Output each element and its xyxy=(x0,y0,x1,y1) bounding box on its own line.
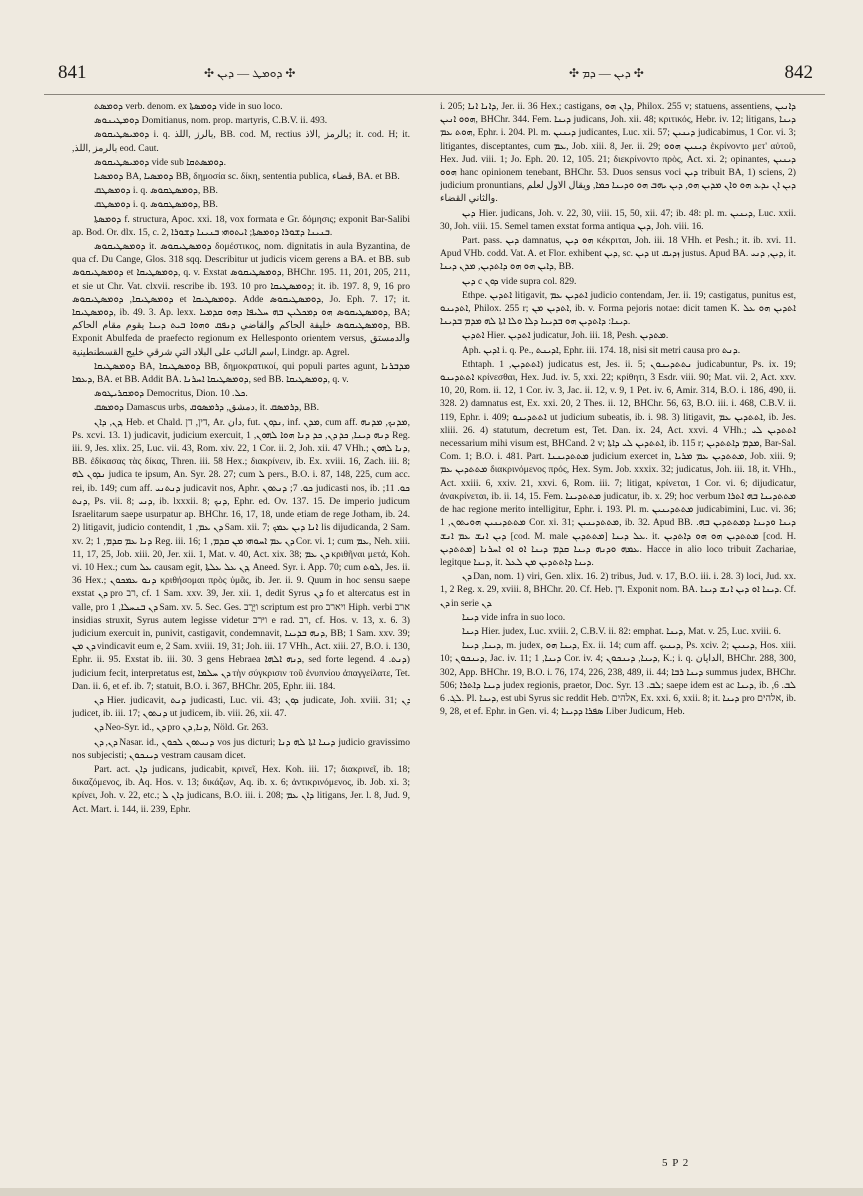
dictionary-entry: ܕܘܡܣܛܝܩܐ BA, ܕܘܡܣܛܝܩܐ BB, δημοκρατικοί, qui populi partes agunt, ܡܕܒܪܢܐ ܕܥܡܐ, BA. et BB. Addit BA. ܕܘܡܣܛܝܩܐ ܐܚܪܢܐ, sed BB. ܕܘܡܣܛܝܩܐ, q. v. xyxy=(72,360,410,386)
dictionary-entry: ܕܘܡܩܪܝܛܘܣ Democritus, Dion. ܟܠ. 10. xyxy=(94,388,248,400)
dictionary-entry: ܕܢ, ܕܐܢ, Heb. et Chald. דין, דן, Ar. دان, fut. ܢܕܘܢ, inf. ܡܕܢ, cum aff. ܡܕܢܟ, ܡܕܢܗ, Ps. xcvi. 13. 1) judicavit, judicium exercuit, ܕܢܗ ܕܝܢܐ, ܟܕ ܕܢ, ܟܕ ܕܢܐ ܗܘܐ ܠܗܘܢ, 1 Reg. iii. 9, Jes. xlix. 25, Luc. vii. 43, Rom. xiv. 22, 1 Cor. ii. 2, Joh. xii. 47 VHh.; ܕܢܐ ܠܗܘܢ, BB. ἐδίκασας τὰς δίκας, Thren. iii. 58 Hex.; διακρίνειν, ib. Ex. xviii. 16, Zach. iii. 8; ܢܕܘܢ ܠܗ judica te ipsum, An. Syr. 28. 27; cum ܠ pers., B.O. i. 87, 148, 225, cum acc. rei, ib. 149; cum aff. ܕܢܬܢܝ judicavit nos, Aphr. ܟܘ. 7; ܕܢܬܘܢ judicasti nos, ib. ܟܘ. 11; ܕܢܬ, Ps. vii. 8; ܕܢܝ, ib. lxxxii. 8; ܕܢܟ, Ephr. ed. Ov. 137. 15. De imperio judicum Israelitarum saepe usurpatur ap. BHChr. 16, 17, 18, unde etiam de rege Jotham, ib. 24. 2) litigavit, judicio contendit, ܕܢ ܥܡ, 1 Sam. xii. 7; ܐܢܐ ܕܝܢ ܥܡܟ lis dijudicanda, 2 Sam. xv. 2; ܕܢܐ ܥܡ ܩܕܡ, 1 Reg. iii. 16; ܕܢ ܥܡ ܐܚܘܗܝ ܡܢ ܩܕܡ, 1 Cor. vi. 1; cum ܥܡ, Neh. xiii. 11, 17, 25, Job. xiii. 20, Jer. xii. 1, Mat. v. 40, Act. xix. 38; ܕܢ ܥܡ κριθῆναι μετά, Koh. vi. 10 Hex.; cum ܥܠ causam egit, ܕܢ ܥܠ ܥܠܬܐ, Aneed. Syr. i. App. 70; cum ܠܘܬ, Jes. ii. 36 Hex.; ܕܢܘ ܥܡܟܘܢ κριθήσομαι πρὸς ὑμᾶς, ib. Jer. ii. 9. Quum in hoc sensu saepe exstat ܕܢ pro רב, cf. 1 Sam. xxv. 39, Jer. xii. 1, dedit Syrus ܕܢ fo et altercatus est in valle, pro ܕܢ ܒܢܚܠܐ, 1 Sam. xv. 5. Sec. Ges. ויֶּרֶב scriptum est pro ויארב Hiph. verbi ארב insidias struxit, Syrus autem legisse videtur ויּרב e rad. רב, cf. Hos. v. 13, x. 6. 3) judicium exercuit in, punivit, castigavit, condemnavit, ܕܢܗ ܒܕܝܢܐ, BB; 1 Sam. xxv. 39; ܕܢ ܡܢ vindicavit eum e, 2 Sam. xviii. 19, 31; Joh. iii. 17 VHh., Act. xiii. 27, B.O. i. 130, Ephr. ii. 95. Exstat ib. iii. 30. 3 gens Hebraea ܕܢܗ ܐܠܗܐ, sed forte legend. ܕܢܬ. 4) judicium fecit, interpretatus est, ܕܢ ܚܠܡܐ τὴν σύγκρισιν τοῦ ἐνυπνίου ἀπαγγείλατε, Tet. Dan. ii. 6, et ef. ib. 7; statuit, B.O. i. 367, BHChr. 205, Ephr. iii. 184. xyxy=(72,416,410,692)
right-page-number: 842 xyxy=(784,62,813,83)
dictionary-entry: ܕܘܡܝܣܛܝܩܘܣ i. q. بالرز ,اللذ, BB. cod. M, rectius بالرمز ,الاذ; it. cod. H; it. ,بالرمز ,اللذ eod. Caut. xyxy=(72,129,410,154)
page-edge-shadow xyxy=(0,1188,863,1196)
dictionary-entry: ܕܢ Neo-Syr. id., ܕܢ pro ܕܢܐ, ܕܢ, Nöld. Gr. 263. xyxy=(94,722,269,734)
dictionary-entry: ܕܘܡܣܝܐ BA, ܕܘܡܣܝܐ BB, δημοσία sc. δίκη, sententia publica, قضاء, BA. et BB. xyxy=(94,171,400,183)
dictionary-entry: ܕܘܡܛܝܢܘܣ Domitianus, nom. prop. martyris, C.B.V. ii. 493. xyxy=(94,115,328,127)
page-header xyxy=(44,58,823,88)
left-running-head: ✣ ܕܘܡܛ — ܕܝܢ ✣ xyxy=(204,66,296,80)
dictionary-entry: ܕܝܢܐ, ܕܝܢܐ, m. judex, ܕܝܢܐ ܗܘ, Ex. ii. 14; cum aff. ܕܝܢܝܟ, Ps. xciv. 2; ܕܝܢܝܢ, Hos. xiii. 10; ܕܝܢܟܘܢ, Jac. iv. 11; ܕܝܢܐ, 1 Cor. iv. 4; ܕܝܢܐ, ܕܝܢܟܘܢ, K.; i. q. الدايان, BHChr. 288, 300, 302, App. BHChr. 19, B.O. i. 76, 174, 226, 238, 489, ii. 44; ܕܝܢܐ ܪܒܐ summus judex, BHChr. 506; ܕܝܢܐ ܕܐܬܪܐ judex regionis, praetor, Doc. Syr. ܠܒ. 13; saepe idem est ac ܕܝܢܐ, ib. ܠܒ. 6, ܠܓ. 6. Pl. ܕܝܢܐ, est ubi Syrus sic reddit Heb. אלהים, Ex. xxi. 6, xxii. 8; it. ܕܝܢܐ pro אלהים, ib. 9, 28, et ef. Ephr. in Gen. vi. 4; ܣܦܪܐ ܕܕܝܢܐ Liber Judicum, Heb. xyxy=(440,640,796,718)
dictionary-entry: ܕܢ Hier. judicavit, ܕܢܬ judicasti, Luc. vii. 43; ܕܘܢ judicate, Joh. xviii. 31; ܕܢ judicet, ib. iii. 17; ܕܢܬܘܢ ut judicem, ib. viii. 26, xii. 47. xyxy=(72,694,410,720)
dictionary-entry: Ethtaph. ܐܬܬܕܝܢ, 1) judicatus est, Jes. ii. 5; ܢܬܬܕܝܢܘܢ judicabuntur, Ps. ix. 19; ܐܬܬܕܝܢܘ κρίνεσθαι, Hex. Jud. iv. 5, xxi. 22; κρίθητι, 3 Esdr. viii. 90; Mat. vii. 2, Act. xxv. 10, 20, Rom. ii. 12, 1 Cor. iv. 3, Jac. ii. 12, v. 9, 1 Pet. iv. 6, Amir. 314, B.O. i. 186, 490, ii. 328. 2) damnatus est, Ex. xxi. 20, 2 Thes. ii. 12, BHChr. 56, 63, B.O. iii. i. 468, C.B.V. ii. 119, Ephr. i. 409; ܐܬܬܕܝܢܘ ut judicium subeatis, ib. i. 98. 3) litigavit, ܐܬܬܕܝܢ ܥܡ, ib. Jes. xliii. 26. 4) statutum, decretum est, Tet. Dan. ix. 24, Act. xxvi. 4 VHh.; ܐܬܬܕܝܢ ܠܝ necessarium mihi visum est, BHCand. 2 v; ܐܬܬܕܝܢ ܠܝ ܕܐܬܐ, ib. 115 r; ܡܕܡ ܕܐܬܬܕܝܢ, Bar-Sal. Com. 1; B.O. i. 481. Part. ܡܬܬܕܝܢܢܐ judicium exercet in, ܡܬܬܕܝܢ ܥܡ ܡܪܝܐ, Job. xiii. 9; ܡܬܬܕܝܢ ܥܡ διακρινόμενος πρός, Hex. Sym. Job. xxxix. 32; judicatus, Joh. iii. 18, it. VHh., Act. xxiii. 6, xxiv. 21, xxvi. 6, Rom. iii. 7; litigat, κρίνεται, 1 Cor. vi. 6; dijudicatur, ἀνακρίνεται, ib. ii. 14, 15. Fem. ܡܬܬܕܝܢܐ judicatur, ib. x. 29; hoc verbum ܡܬܬܕܝܢܐ ܒܗ ܐܬܪܐ de hac regione merito intelligitur, Ephr. i. 193. Pl. m. ܡܬܬܕܝܢܝܢ judicabimini, Luc. vi. 36; ܡܬܬܕܝܢܝܢ ܗܘܝܬܘܢ, 1 Cor. xi. 31; ܡܬܬܕܝܢܝܢ, ib. 32. Apud BB. ܕܝܢܐ ܘܕܝܢܐ ܕܡܬܬܕܝܢ ܒܗ. ܕܝܢ ܐܢܫ ܥܡ ܐܢܫ [cod. M. male ܡܬܬܕܝܢ] ܥܠ ܕܝܢܐ. it. ܡܬܬܕܝܢ ܗܘ ܗܘ ܕܐܬܕܝܢ [cod. H. ܡܬܬܕܝܢ] ܥܡܗ ܘܕܢܗ ܕܝܢܐ ܩܕܡ ܕܝܢܐ ܐܘ ܐܘ ܐܚܪܢܐ. Hacce in alio loco tribuit Zachariae, legitque ܕܝܢܐ, it. ܕܝܢܐ ܕܐܬܬܕܝܢ ܡܢ ܠܥܠ. xyxy=(440,358,796,568)
dictionary-entry: Part. pass. ܕܝܢ damnatus, ܗܘ ܕܝܢ κέκριται, Joh. iii. 18 VHh. et Pesh.; it. ib. xvi. 11. Apud VHb. codd. Vat. A. et Flor. exhibent ܕܝܢ, sc. ܕܝܢ ut ܙܕܝܩ justus. Apud BA. ܕܝܢ, ܕܢܝ, it. ܕܐܝܢ ܗܘ ܗܘ ܕܐܬܕܝܢ, ܡܕܢ ܕܝܢܐ, BB. xyxy=(440,235,796,273)
dictionary-entry: Ethpe. ܐܬܕܝܢ litigavit, ܐܬܕܝܢ ܥܡ judicio contendam, Jer. ii. 19; castigatus, punitus est, ܐܬܕܝܢܘ, Philox. 255 r; ܐܬܕܝܢ ܡܢ, ib. v. Forma pejoris notae: dicit tamen K. ܐܬܕܝܢ ܗܘ ܥܠ ܕܝܢܐ: ܕܐܬܕܝܢ ܗܘ ܒܕܝܢܐ ܕܠܐ ܘܠܐ ܐܬܐ ܠܗ ܡܕܡ ܒܕܝܢܐ. xyxy=(440,289,796,328)
dictionary-entry: Part. act. ܕܐܢ judicans, judicabit, κρινεῖ, Hex. Koh. iii. 17; διακρινεῖ, ib. 18; δικαζόμενος, ib. Aq. Hos. v. 13; δικάζων, Aq. ib. x. 6; ἀντικρινόμενος, ib. Job. xi. 3; κρίνει, Joh. v. 22, etc.; ܕܐܢ ܠ judicans, B.O. iii. i. 208; ܕܐܢ ܥܡ litigans, Jer. l. 8, Jud. 9, Act. Mart. i. 144, ii. 239, Ephr. xyxy=(72,763,410,815)
right-column xyxy=(440,100,796,1140)
dictionary-entry: ܕܘܡܣܛܩ i. q. ܕܘܡܣܛܩܘܣ, BB. xyxy=(94,185,218,197)
continued-paragraph: i. 205; ܕܐܢܐ ܐܢܐ, Jer. ii. 36 Hex.; castigans, ܕܐܢ ܗܘ, Philox. 255 v; statuens, assentiens, ܕܐܢܝܢ ܗܘܘ ܐܢܝܢ, BHChr. 344. Fem. ܕܝܢܐ judicans, Joh. xii. 48; κριτικός, Hebr. iv. 12; litigans, ܕܝܢܐ ܗܘܬ ܥܡ, Ephr. i. 204. Pl. m. ܕܝܢܝܢ judicantes, Luc. xii. 57; ܕܝܢܝܢ judicabimus, 1 Cor. vi. 3; litigantes, disceptantes, cum ܥܡ, Job. xiii. 8, Jer. ii. 29; ܕܝܢܝܢ ܗܘܘ ἐκρίνοντο μετ' αὐτοῦ, Hex. Jud. viii. 1; Jo. Eph. 20. 12, 105. 21; διεκρίνοντο πρὸς, Act. xi. 2; opinantes, ܕܝܢܝܢ ܗܘܘ hanc opinionem tenebant, BHChr. 53. Duos sensus voci ܕܝܢ tribuit BA, 1) sciens, 2) judicium pronuntians, ܕܝܢ ܐܢ ܝܕܥ ܗܘ ܘܐܢ ܡܕܝܢ ܗܘ, ܕܝܢ ܝܗܒ ܗܘ ܘܕܝܢܐ ܟܡܐ, ويقال الاول لعلم والثاني القضاء. xyxy=(440,101,796,205)
right-running-head: ✣ ܕܝܢ — ܕܡ ✣ xyxy=(569,66,644,80)
signature-mark: 5 P 2 xyxy=(662,1157,690,1169)
dictionary-entry: ܕܘܡܣܛܝܩܘܣ it. ܕܘܡܣܛܝܩܘܣ δομέστικος, nom. dignitatis in aula Byzantina, de qua cf. Du Cange, Glos. 318 sqq. Describitur ut judicis vicem gerens a BA. et BB. sub ܕܘܡܣܛܝܩܘܣ et ܕܘܡܣܛܝܩܐ, q. v. Exstat ܕܘܡܣܛܝܩܘܣ, BHChr. 195. 11, 201, 205, 211, et sie ut Chr. Vat. clxvii. rescribe ib. 193. 10 pro ܕܘܡܣܛܝܩܐ; it. ib. 197. 8, 9, 16 pro ܕܘܡܣܛܝܩܐ, ܕܘܡܣܛܝܩܘܣ et ܕܘܡܣܛܝܩܐ. Adde ܕܘܡܣܛܝܩܘܣ, Jo. Eph. 7. 17; it. ܕܘܡܣܛܝܩܐ, ib. 49. 3. Ap. lexx. ܕܘܡܣܛܝܩܘܣ ܗܘ ܕܡܟܠܝܢ ܒܗ ܚܠܝܦܐ ܕܗܘ ܩܕܡܝܐ, BA; ܕܘܡܣܛܝܩܘܣ خليفة الحاكم والقاضي ܕܢܦܩ ܘܗܘܐ ܒܝܬ ܕܝܢܐ يقوم مقام الحاكم, BB. Exponit Abulfeda de praefecto regionum ex Hellesponto orientem versus, والدمستق اسم النائب على البلاد التي شرقي خليج القسطنطينية, Lindgr. ap. Agrel. xyxy=(72,241,410,358)
left-page-number: 841 xyxy=(58,62,87,83)
dictionary-entry: ܕܘܡܣܛܩ i. q. ܕܘܡܣܛܩܘܣ, BB. xyxy=(94,199,218,211)
dictionary-entry: ܕܘܡܣܬܐ f. structura, Apoc. xxi. 18, vox formata e Gr. δόμησις; exponit Bar-Salibi ap. Bod. Or. dlx. 15, c. 2, ܒܢܝܢܐ ܕܫܘܪܐ ܕܘܡܣܬܐ; ܐܝܬܘܗܝ ܒܢܝܢܐ ܕܫܘܪܐ. xyxy=(72,213,410,238)
dictionary-entry: ܕܢ, ܕܢ Nasar. id., ܕܢܝܬܘܢ ܠܟܘܢ vos jus dicturi; ܕܝܢܐ ܐܬܐ ܠܗ ܕܢܐ judicio gravissimo nos subjecisti; ܕܝܢܟܘܢ vestram causam dicet. xyxy=(72,736,410,761)
dictionary-entry: ܕܢ Dan, nom. 1) viri, Gen. xlix. 16. 2) tribus, Jud. v. 17, B.O. iii. i. 28. 3) loci, Jud. xx. 1, 2 Reg. x. 29, xviii. 8, BHChr. 20. Cf. Heb. דן. Exponit nom. BA. ܕܝܢܐ ܐܘ ܕܝܢ ܐܢܫ ܕܝܢܐ. Cf. ܕܢ in serie ܕܢ. xyxy=(440,571,796,609)
dictionary-entry: ܕܘܡܣܬ verb. denom. ex ܕܘܡܣܬܐ vide in suo loco. xyxy=(94,101,283,112)
dictionary-entry: ܕܝܢ c ܕܘܢ vide supra col. 829. xyxy=(462,275,577,287)
dictionary-entry: Aph. ܐܕܝܢ i. q. Pe., ܐܕܝܢܬ, Ephr. iii. 174. 18, nisi sit metri causa pro ܕܢܬ. xyxy=(462,344,741,356)
dictionary-entry: ܐܬܕܝܢ Hier. ܐܬܕܝܢ judicatur, Joh. iii. 18, Pesh. ܡܬܕܝܢ. xyxy=(462,330,669,342)
left-column xyxy=(72,100,410,1155)
dictionary-entry: ܕܘܡܝܣܛܝܩܘܣ vide sub ܕܘܡܣܬܩܐ. xyxy=(94,156,226,168)
dictionary-entry: ܕܝܢܐ Hier. judex, Luc. xviii. 2, C.B.V. ii. 82: emphat. ܕܝܢܐ, Mat. v. 25, Luc. xviii. 6. xyxy=(462,625,781,637)
dictionary-entry: ܕܝܢ Hier. judicans, Joh. v. 22, 30, viii. 15, 50, xii. 47; ib. 48: pl. m. ܕܝܢܝܢ, Luc. xxii. 30, Joh. viii. 15. Semel tamen exstat forma antiqua ܕܝܢ, Joh. viii. 16. xyxy=(440,207,796,232)
dictionary-entry: ܕܝܢܐ vide infra in suo loco. xyxy=(462,611,566,623)
header-rule xyxy=(44,94,825,95)
dictionary-entry: ܕܘܡܣܩ Damascus urbs, دمشق, ܕܪܡܣܘܩ, it. ܕܪܡܣܩ, BB. xyxy=(94,402,319,414)
